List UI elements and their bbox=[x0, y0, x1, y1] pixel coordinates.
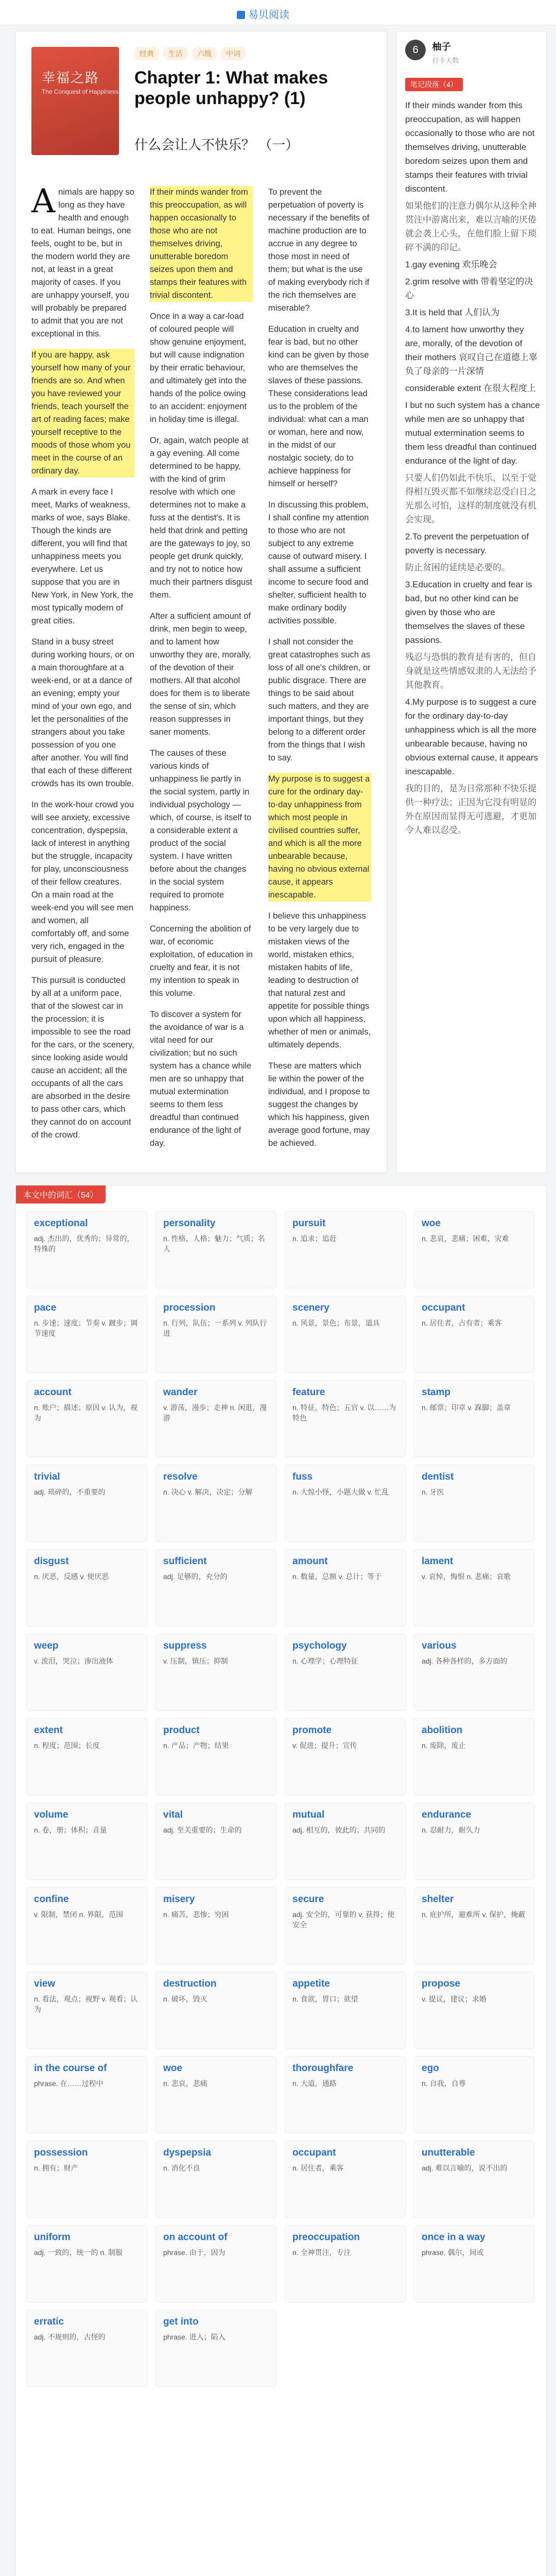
paragraph-highlighted[interactable]: If you are happy, ask yourself how many of your friends are so. And when you have reviewed your friends, teach yourself the art of reading faces; make yourself receptive to the moods of those whom you meet in the course of an ordinary day. bbox=[31, 349, 134, 478]
vocab-card[interactable] bbox=[285, 1549, 406, 1626]
note-en[interactable]: 2.To prevent the perpetuation of poverty is necessary. bbox=[405, 532, 529, 555]
vocab-word: destruction bbox=[163, 1978, 217, 1989]
vocab-definition: adj. 安全的，可靠的 v. 获得；使安全 bbox=[292, 1910, 395, 1929]
vocab-card[interactable] bbox=[155, 1211, 276, 1289]
paragraph: In discussing this problem, I shall confine my attention to those who are not subject to any extreme cause of outward misery. I shall assume a sufficient income to secure food and shelter, sufficient health to make ordinary bodily activities possible. bbox=[268, 500, 369, 625]
vocab-word: woe bbox=[163, 2063, 182, 2074]
vocab-word: occupant bbox=[292, 2147, 336, 2158]
paragraph: These are matters which lie within the power of the individual, and I propose to suggest the changes by which his happiness, given average good fortune, may be achieved. bbox=[268, 1061, 370, 1148]
vocab-word: suppress bbox=[163, 1640, 207, 1651]
vocabulary-grid bbox=[26, 1211, 541, 2387]
vocab-card[interactable] bbox=[414, 1634, 535, 1711]
note-en[interactable]: I but no such system has a chance while men are so unhappy that mutual extermination seems to them less dreadful than continued endurance of the light of day. bbox=[405, 400, 540, 466]
vocab-word: ego bbox=[422, 2063, 439, 2074]
vocab-word: woe bbox=[422, 1218, 441, 1229]
vocab-word: unutterable bbox=[422, 2147, 475, 2158]
vocab-word: view bbox=[34, 1978, 56, 1989]
vocab-definition: adj. 相互的，彼此的；共同的 bbox=[292, 1826, 386, 1834]
vocab-definition: n. 消化不良 bbox=[163, 2164, 200, 2172]
vocab-card[interactable] bbox=[26, 1465, 147, 1542]
vocab-definition: adj. 至关重要的；生命的 bbox=[163, 1826, 242, 1834]
vocab-definition: v. 游荡，漫步；走神 n. 闲逛，漫游 bbox=[163, 1403, 267, 1422]
vocab-definition: n. 破坏，毁灭 bbox=[163, 1995, 207, 2003]
vocab-word: fuss bbox=[292, 1471, 313, 1482]
vocab-word: lament bbox=[422, 1556, 454, 1567]
vocab-definition: v. 哀悼，悔恨 n. 悲痛；哀歌 bbox=[422, 1572, 511, 1581]
vocab-card[interactable] bbox=[26, 1718, 147, 1795]
paragraph: Or, again, watch people at a gay evening. All come determined to be happy, with the kind of grim resolve with which one determines not to make a fuss at the dentist's. It is held that drink and petting are the gateways to joy, so people get drunk quickly, and try not to notice how much their partners disgust them. bbox=[150, 436, 253, 600]
vocab-card[interactable] bbox=[26, 1803, 147, 1880]
vocab-card[interactable] bbox=[414, 1380, 535, 1458]
note-en[interactable]: considerable extent 在很大程度上 bbox=[405, 383, 536, 393]
paragraph: To prevent the perpetuation of poverty is necessary if the benefits of machine production are to accrue in any degree to those most in need of them; but what is the use of making everybody rich if the rich themselves are miserable? bbox=[268, 188, 370, 313]
vocab-definition: n. 忍耐力，耐久力 bbox=[422, 1826, 480, 1834]
paragraph-highlighted[interactable]: If their minds wander from this preoccupation, as will happen occasionally to those who are not themselves driving, unutterable boredom seizes upon them and stamps their features with trivial discontent. bbox=[150, 186, 253, 302]
article-title-zh: 什么会让人不快乐？ （一） bbox=[134, 137, 299, 152]
vocab-word: erratic bbox=[34, 2316, 64, 2327]
vocab-definition: n. 看法，观点；视野 v. 观看；认为 bbox=[34, 1995, 138, 2013]
vocab-card[interactable] bbox=[414, 1803, 535, 1880]
vocab-definition: n. 食欲，胃口；欲望 bbox=[292, 1995, 358, 2003]
vocab-card[interactable] bbox=[26, 1634, 147, 1711]
note-en[interactable]: 3.Education in cruelty and fear is bad, but no other kind can be given by those who are themselves the slaves of these passions. bbox=[405, 580, 532, 645]
vocab-definition: n. 牙医 bbox=[422, 1488, 444, 1496]
vocab-card[interactable] bbox=[414, 1211, 535, 1289]
cover-subtitle: The Conquest of Happiness bbox=[42, 88, 118, 95]
user-name: 柚子 bbox=[432, 42, 451, 52]
vocabulary-section bbox=[15, 1185, 547, 2576]
vocab-card[interactable] bbox=[26, 1380, 147, 1458]
vocab-card[interactable] bbox=[285, 2225, 406, 2302]
vocab-word: occupant bbox=[422, 1302, 465, 1313]
vocab-definition: n. 决心 v. 解决，决定；分解 bbox=[163, 1488, 253, 1496]
vocab-word: stamp bbox=[422, 1387, 450, 1398]
vocab-card[interactable] bbox=[26, 1972, 147, 2049]
vocab-definition: n. 悲哀，悲痛 bbox=[163, 2079, 207, 2088]
vocab-card[interactable] bbox=[155, 1549, 276, 1626]
paragraph: Stand in a busy street during working hours, or on a main thoroughfare at a week-end, or at a dance of an evening; empty your mind of your own ego, and let the personalities of the strangers about you take possession of you one after another. You will find that each of these different crowds has its own trouble. bbox=[31, 637, 134, 788]
vocab-card[interactable] bbox=[155, 1718, 276, 1795]
vocab-card[interactable] bbox=[285, 1465, 406, 1542]
vocab-definition: phrase. 偶尔，间或 bbox=[422, 2248, 484, 2257]
paragraph: A mark in every face I meet, Marks of weakness, marks of woe, says Blake. Though the kinds are different, you will find that unhappiness meets you everywhere. Let us suppose that you are in New York, in New York, the most typically modern of great cities. bbox=[31, 487, 134, 625]
vocab-card[interactable] bbox=[414, 1465, 535, 1542]
note-en[interactable]: 2.grim resolve with 带着坚定的决心 bbox=[405, 277, 533, 300]
vocab-definition: phrase. 在……过程中 bbox=[34, 2079, 103, 2088]
paragraph: This pursuit is conducted by all at a uniform pace, that of the slowest car in the procession; it is impossible to see the road for the cars, or the scenery, since looking aside would cause an accident; all the occupants of all the cars are absorbed in the desire to pass other cars, which they cannot do on account of the crowd. bbox=[31, 976, 134, 1140]
paragraph: Once in a way a car-load of coloured people will show genuine enjoyment, but will cause indignation by their erratic behaviour, and ultimately get into the hands of the police owing to an accident: enjoyment in holiday time is illegal. bbox=[150, 312, 247, 424]
notes-badge: 笔记段落（4） bbox=[405, 78, 463, 91]
vocab-definition: n. 自我，自尊 bbox=[422, 2079, 466, 2088]
vocab-card[interactable] bbox=[285, 1380, 406, 1458]
vocab-word: abolition bbox=[422, 1725, 463, 1736]
vocab-card[interactable] bbox=[285, 1972, 406, 2049]
vocab-card[interactable] bbox=[155, 2056, 276, 2133]
vocab-card[interactable] bbox=[26, 1211, 147, 1289]
vocab-word: mutual bbox=[292, 1809, 325, 1820]
vocab-definition: n. 大惊小怪，小题大做 v. 忙乱 bbox=[292, 1488, 389, 1496]
vocab-card[interactable] bbox=[285, 1803, 406, 1880]
vocab-definition: adj. 不规则的，古怪的 bbox=[34, 2333, 106, 2341]
vocab-card[interactable] bbox=[285, 2141, 406, 2218]
vocab-definition: n. 追求；追赶 bbox=[292, 1234, 337, 1243]
vocab-word: confine bbox=[34, 1894, 69, 1905]
vocab-definition: v. 压制，镇压；抑制 bbox=[163, 1657, 228, 1665]
tag[interactable]: 中词 bbox=[221, 47, 246, 60]
vocab-word: extent bbox=[34, 1725, 63, 1736]
vocab-card[interactable] bbox=[26, 1296, 147, 1373]
paragraph: The causes of these various kinds of unhappiness lie partly in the social system, partly in individual psychology — which, of course, is itself to a considerable extent a product of the social system. I have written before about the changes in the social system required to promote happiness. bbox=[150, 749, 252, 912]
vocab-card[interactable] bbox=[414, 2225, 535, 2302]
book-cover[interactable] bbox=[31, 47, 119, 155]
vocab-word: various bbox=[422, 1640, 457, 1651]
vocab-word: procession bbox=[163, 1302, 216, 1313]
article-card bbox=[15, 31, 387, 1173]
vocab-word: misery bbox=[163, 1894, 195, 1905]
vocab-card[interactable] bbox=[414, 1296, 535, 1373]
vocab-definition: v. 提议，建议；求婚 bbox=[422, 1995, 486, 2003]
vocab-definition: v. 限制，禁闭 n. 界限，范围 bbox=[34, 1910, 124, 1919]
paragraph: I believe this unhappiness to be very largely due to mistaken views of the world, mistaken ethics, mistaken habits of life, leading to destruction of that natural zest and appetite for possible things upon which all happiness, whether of men or animals, ultimately depends. bbox=[268, 911, 371, 1049]
vocab-definition: n. 悲哀，悲痛；困难，灾难 bbox=[422, 1234, 509, 1243]
vocab-word: propose bbox=[422, 1978, 460, 1989]
vocab-card[interactable] bbox=[26, 1549, 147, 1626]
vocab-card[interactable] bbox=[285, 1634, 406, 1711]
vocab-card[interactable] bbox=[414, 2141, 535, 2218]
vocab-word: dentist bbox=[422, 1471, 454, 1482]
vocab-word: on account of bbox=[163, 2232, 228, 2243]
note-zh: 只要人们仍如此不快乐，以至于觉得相互毁灭都不如继续忍受白日之光那么可怕，这样的制度就没有机会实现。 bbox=[405, 473, 536, 524]
notes-list bbox=[405, 98, 540, 840]
vocab-definition: n. 步速；速度；节奏 v. 踱步；调节速度 bbox=[34, 1319, 138, 1337]
vocab-word: product bbox=[163, 1725, 200, 1736]
vocab-definition: n. 风景，景色；布景，道具 bbox=[292, 1319, 380, 1327]
paragraph: I shall not consider the great catastrophes such as loss of all one's children, or public disgrace. There are things to be said about such matters, and they are important things, but they belong to a different order from the things that I wish to say. bbox=[268, 637, 371, 762]
vocab-word: scenery bbox=[292, 1302, 329, 1313]
vocab-word: preoccupation bbox=[292, 2232, 360, 2243]
vocab-word: get into bbox=[163, 2316, 199, 2327]
vocab-word: pace bbox=[34, 1302, 57, 1313]
vocab-card[interactable] bbox=[285, 1296, 406, 1373]
vocab-word: endurance bbox=[422, 1809, 472, 1820]
note-zh: 残忍与恐惧的教育是有害的，但自身就是这些情感奴隶的人无法给予其他教育。 bbox=[405, 652, 536, 690]
vocab-definition: adj. 各种各样的，多方面的 bbox=[422, 1657, 508, 1665]
vocab-card[interactable] bbox=[155, 1380, 276, 1458]
vocab-definition: n. 废除，废止 bbox=[422, 1741, 466, 1750]
vocab-word: disgust bbox=[34, 1556, 69, 1567]
vocab-definition: adj. 难以言喻的，说不出的 bbox=[422, 2164, 508, 2172]
vocab-word: secure bbox=[292, 1894, 324, 1905]
vocab-word: psychology bbox=[292, 1640, 347, 1651]
vocab-definition: adj. 琐碎的，不重要的 bbox=[34, 1488, 106, 1496]
vocab-card[interactable] bbox=[26, 1887, 147, 1964]
note-en[interactable]: 4.to lament how unworthy they are, morally, of the devotion of their mothers 哀叹自己在道德上辜负了母亲的一片深情 bbox=[405, 325, 537, 376]
vocab-word: uniform bbox=[34, 2232, 71, 2243]
vocab-definition: n. 拥有；财产 bbox=[34, 2164, 78, 2172]
vocab-card[interactable] bbox=[155, 1887, 276, 1964]
app-name[interactable]: 易贝阅读 bbox=[237, 6, 289, 21]
vocab-word: once in a way bbox=[422, 2232, 485, 2243]
vocab-card[interactable] bbox=[285, 1211, 406, 1289]
note-zh: 我的目的，是为日常那种不快乐提供一种疗法；正因为它没有明显的外在原因而显得无可逃避，才更加令人难以忍受。 bbox=[405, 784, 536, 835]
vocab-card[interactable] bbox=[155, 2141, 276, 2218]
vocab-card[interactable] bbox=[285, 2056, 406, 2133]
note-zh: 如果他们的注意力偶尔从这种全神贯注中游离出来，难以言喻的厌倦就会袭上心头，在他们脸上留下琐碎不满的印记。 bbox=[405, 201, 536, 252]
vocab-word: sufficient bbox=[163, 1556, 207, 1567]
note-en[interactable]: 4.My purpose is to suggest a cure for the ordinary day-to-day unhappiness which is all the more unbearable because, having no obvious external cause, it appears inescapable. bbox=[405, 697, 538, 776]
vocab-card[interactable] bbox=[26, 2056, 147, 2133]
note-en[interactable]: 3.It is held that 人们认为 bbox=[405, 308, 500, 317]
vocab-word: possession bbox=[34, 2147, 88, 2158]
note-zh: 防止贫困的延续是必要的。 bbox=[405, 563, 510, 572]
vocab-card[interactable] bbox=[155, 1465, 276, 1542]
vocab-word: weep bbox=[34, 1640, 59, 1651]
vocab-word: feature bbox=[292, 1387, 325, 1398]
vocab-word: in the course of bbox=[34, 2063, 107, 2074]
paragraph: Education in cruelty and fear is bad, but no other kind can be given by those who are themselves the slaves of these passions. These considerations lead us to the problem of the individual: what can a man or woman, here and now, in the midst of our nostalgic society, do to achieve happiness for himself or herself? bbox=[268, 325, 369, 488]
top-bar bbox=[0, 0, 556, 25]
vocab-word: amount bbox=[292, 1556, 328, 1567]
vocab-definition: n. 居住者，占有者；乘客 bbox=[422, 1319, 502, 1327]
vocab-word: trivial bbox=[34, 1471, 60, 1482]
vocab-card[interactable] bbox=[26, 2141, 147, 2218]
vocab-word: vital bbox=[163, 1809, 183, 1820]
vocab-card[interactable] bbox=[285, 1718, 406, 1795]
vocab-definition: n. 性格，人格；魅力；气质；名人 bbox=[163, 1234, 265, 1253]
vocab-word: resolve bbox=[163, 1471, 198, 1482]
vocab-definition: n. 账户；描述；原因 v. 认为，视为 bbox=[34, 1403, 138, 1422]
vocab-definition: n. 心理学；心理特征 bbox=[292, 1657, 358, 1665]
vocab-definition: n. 居住者，乘客 bbox=[292, 2164, 344, 2172]
vocab-definition: phrase. 由于，因为 bbox=[163, 2248, 225, 2257]
user-info[interactable] bbox=[405, 40, 459, 65]
vocab-definition: phrase. 进入；陷入 bbox=[163, 2333, 225, 2341]
vocab-definition: n. 痛苦，悲惨；穷困 bbox=[163, 1910, 229, 1919]
vocab-definition: n. 特征，特色；五官 v. 以……为特色 bbox=[292, 1403, 396, 1422]
vocab-word: shelter bbox=[422, 1894, 454, 1905]
article-title-en: Chapter 1: What makes people unhappy? (1) bbox=[134, 68, 328, 108]
paragraph: Animals are happy so long as they have health and enough to eat. Human beings, one feels, ought to be, but in the modern world they are not, at least in a great majority of cases. If you are unhappy yourself, you will probably be prepared to admit that you are not exceptional in this. bbox=[31, 182, 134, 338]
vocab-word: personality bbox=[163, 1218, 216, 1229]
user-meta: 打卡天数 bbox=[432, 57, 459, 64]
notes-sidebar bbox=[396, 31, 547, 1173]
vocab-definition: n. 邮票；印章 v. 跺脚；盖章 bbox=[422, 1403, 511, 1412]
paragraph: Concerning the abolition of war, of economic exploitation, of education in cruelty and fear, it is not my intention to speak in this volume. bbox=[150, 924, 253, 998]
paragraph: To discover a system for the avoidance of war is a vital need for our civilization; but no such system has a chance while men are so unhappy that mutual extermination seems to them less dreadful than continued endurance of the light of day. bbox=[150, 1010, 252, 1148]
tag[interactable]: 经典 bbox=[134, 47, 159, 60]
avatar[interactable]: 6 bbox=[405, 40, 426, 60]
vocab-card[interactable] bbox=[155, 1972, 276, 2049]
tag[interactable]: 生活 bbox=[163, 47, 188, 60]
article-body bbox=[31, 182, 371, 1160]
vocab-definition: n. 程度；范围；长度 bbox=[34, 1741, 100, 1750]
vocab-definition: n. 数量，总额 v. 总计；等于 bbox=[292, 1572, 382, 1581]
vocab-word: volume bbox=[34, 1809, 68, 1820]
dropcap: A bbox=[31, 182, 56, 221]
vocab-card[interactable] bbox=[26, 2310, 147, 2387]
vocab-word: account bbox=[34, 1387, 72, 1398]
vocab-definition: adj. 一致的，统一的 n. 制服 bbox=[34, 2248, 123, 2257]
vocab-card[interactable] bbox=[26, 2225, 147, 2302]
vocab-definition: adj. 杰出的，优秀的；异常的，特殊的 bbox=[34, 1234, 134, 1253]
paragraph: After a sufficient amount of drink, men begin to weep, and to lament how unworthy they are, morally, of the devotion of their mothers. All that alcohol does for them is to liberate the sense of sin, which reason suppresses in saner moments. bbox=[150, 612, 251, 737]
vocab-definition: n. 厌恶，反感 v. 使厌恶 bbox=[34, 1572, 109, 1581]
vocab-definition: n. 全神贯注，专注 bbox=[292, 2248, 351, 2257]
vocab-word: appetite bbox=[292, 1978, 330, 1989]
vocab-card[interactable] bbox=[155, 1803, 276, 1880]
note-en[interactable]: 1.gay evening 欢乐晚会 bbox=[405, 260, 497, 269]
vocab-card[interactable] bbox=[155, 2310, 276, 2387]
vocab-definition: n. 产品；产物；结果 bbox=[163, 1741, 229, 1750]
vocab-definition: v. 促进；提升；宣传 bbox=[292, 1741, 357, 1750]
vocab-word: dyspepsia bbox=[163, 2147, 211, 2158]
vocab-card[interactable] bbox=[155, 1296, 276, 1373]
cover-title: 幸福之路 bbox=[42, 71, 100, 86]
vocab-card[interactable] bbox=[155, 2225, 276, 2302]
paragraph: In the work-hour crowd you will see anxiety, excessive concentration, dyspepsia, lack of interest in anything but the struggle, incapacity for play, unconsciousness of their fellow creatures. On a main road at the week-end you will see men and women, all comfortably off, and some very rich, engaged in the pursuit of pleasure. bbox=[31, 800, 134, 964]
vocab-card[interactable] bbox=[414, 2056, 535, 2133]
vocab-card[interactable] bbox=[414, 1718, 535, 1795]
vocab-definition: n. 庇护所，避难所 v. 保护，掩蔽 bbox=[422, 1910, 526, 1919]
vocab-card[interactable] bbox=[414, 1549, 535, 1626]
vocab-word: exceptional bbox=[34, 1218, 88, 1229]
vocab-definition: adj. 足够的，充分的 bbox=[163, 1572, 228, 1581]
vocabulary-badge: 本文中的词汇（54） bbox=[16, 1185, 106, 1204]
vocab-card[interactable] bbox=[414, 1887, 535, 1964]
paragraph-highlighted[interactable]: My purpose is to suggest a cure for the ordinary day-to-day unhappiness from which most people in civilised countries suffer, and which is all the more unbearable because, having no obvious external cause, it appears inescapable. bbox=[268, 773, 371, 902]
vocab-card[interactable] bbox=[414, 1972, 535, 2049]
vocab-definition: n. 卷，册；体积；音量 bbox=[34, 1826, 107, 1834]
note-en[interactable]: If their minds wander from this preoccupation, as will happen occasionally to those who are not themselves driving, unutterable boredom seizes upon them and stamps their features with trivial discontent. bbox=[405, 100, 535, 194]
vocab-card[interactable] bbox=[285, 1887, 406, 1964]
vocab-card[interactable] bbox=[155, 1634, 276, 1711]
vocab-word: thoroughfare bbox=[292, 2063, 354, 2074]
vocab-word: wander bbox=[163, 1387, 198, 1398]
vocab-word: promote bbox=[292, 1725, 332, 1736]
tag[interactable]: 六级 bbox=[192, 47, 217, 60]
vocab-definition: n. 行列，队伍；一系列 v. 列队行进 bbox=[163, 1319, 267, 1337]
tag-list bbox=[134, 47, 250, 60]
vocab-definition: n. 大道，通路 bbox=[292, 2079, 337, 2088]
vocab-word: pursuit bbox=[292, 1218, 326, 1229]
vocab-definition: v. 流泪，哭泣；渗出液体 bbox=[34, 1657, 113, 1665]
